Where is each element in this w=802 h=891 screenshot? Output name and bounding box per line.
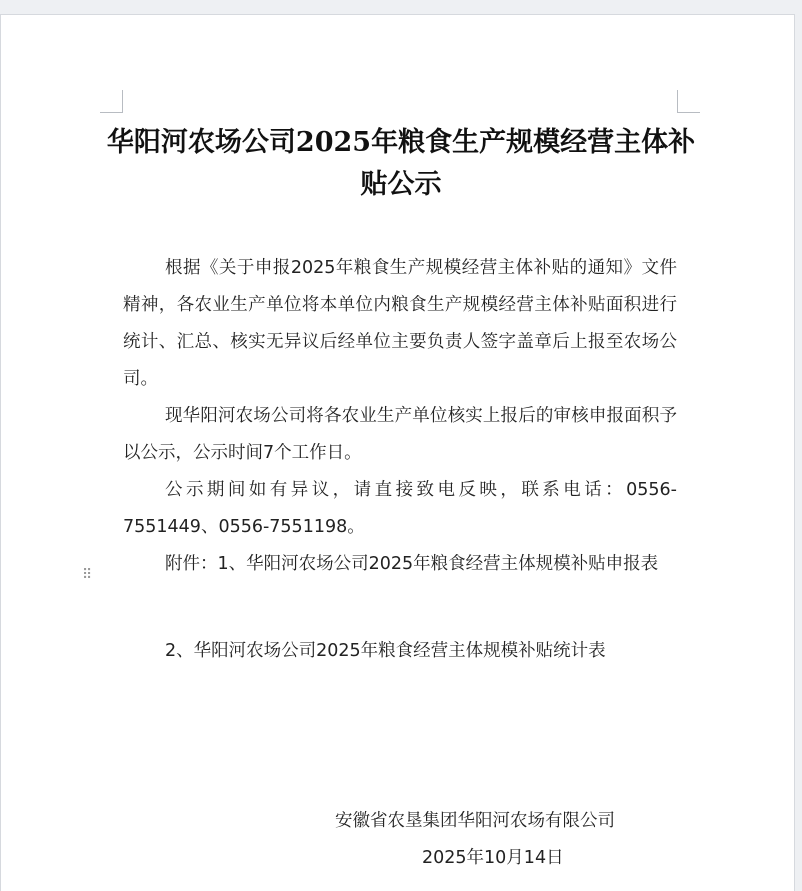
paragraph-publicity: 现华阳河农场公司将各农业生产单位核实上报后的审核申报面积予以公示，公示时间7个工作日。 <box>123 406 677 463</box>
drag-handle-icon[interactable]: ⠿ <box>82 567 92 583</box>
document-title: 华阳河农场公司2025年粮食生产规模经营主体补贴公示 <box>106 127 696 200</box>
attachment-2: 2、华阳河农场公司2025年粮食经营主体规模补贴统计表 <box>165 641 606 661</box>
paragraph-contact: 公示期间如有异议，请直接致电反映，联系电话：0556-7551449、0556-7551198。 <box>123 480 677 537</box>
document-page <box>0 14 795 891</box>
signature-date: 2025年10月14日 <box>422 848 564 868</box>
signature-organization: 安徽省农垦集团华阳河农场有限公司 <box>335 811 615 831</box>
crop-mark-top-left <box>100 90 123 113</box>
paragraph-notice-basis: 根据《关于申报2025年粮食生产规模经营主体补贴的通知》文件精神，各农业生产单位将本单位内粮食生产规模经营主体补贴面积进行统计、汇总、核实无异议后经单位主要负责人签字盖章后上报至农场公司。 <box>123 258 677 389</box>
attachment-1: 附件：1、华阳河农场公司2025年粮食经营主体规模补贴申报表 <box>165 554 659 574</box>
crop-mark-top-right <box>677 90 700 113</box>
